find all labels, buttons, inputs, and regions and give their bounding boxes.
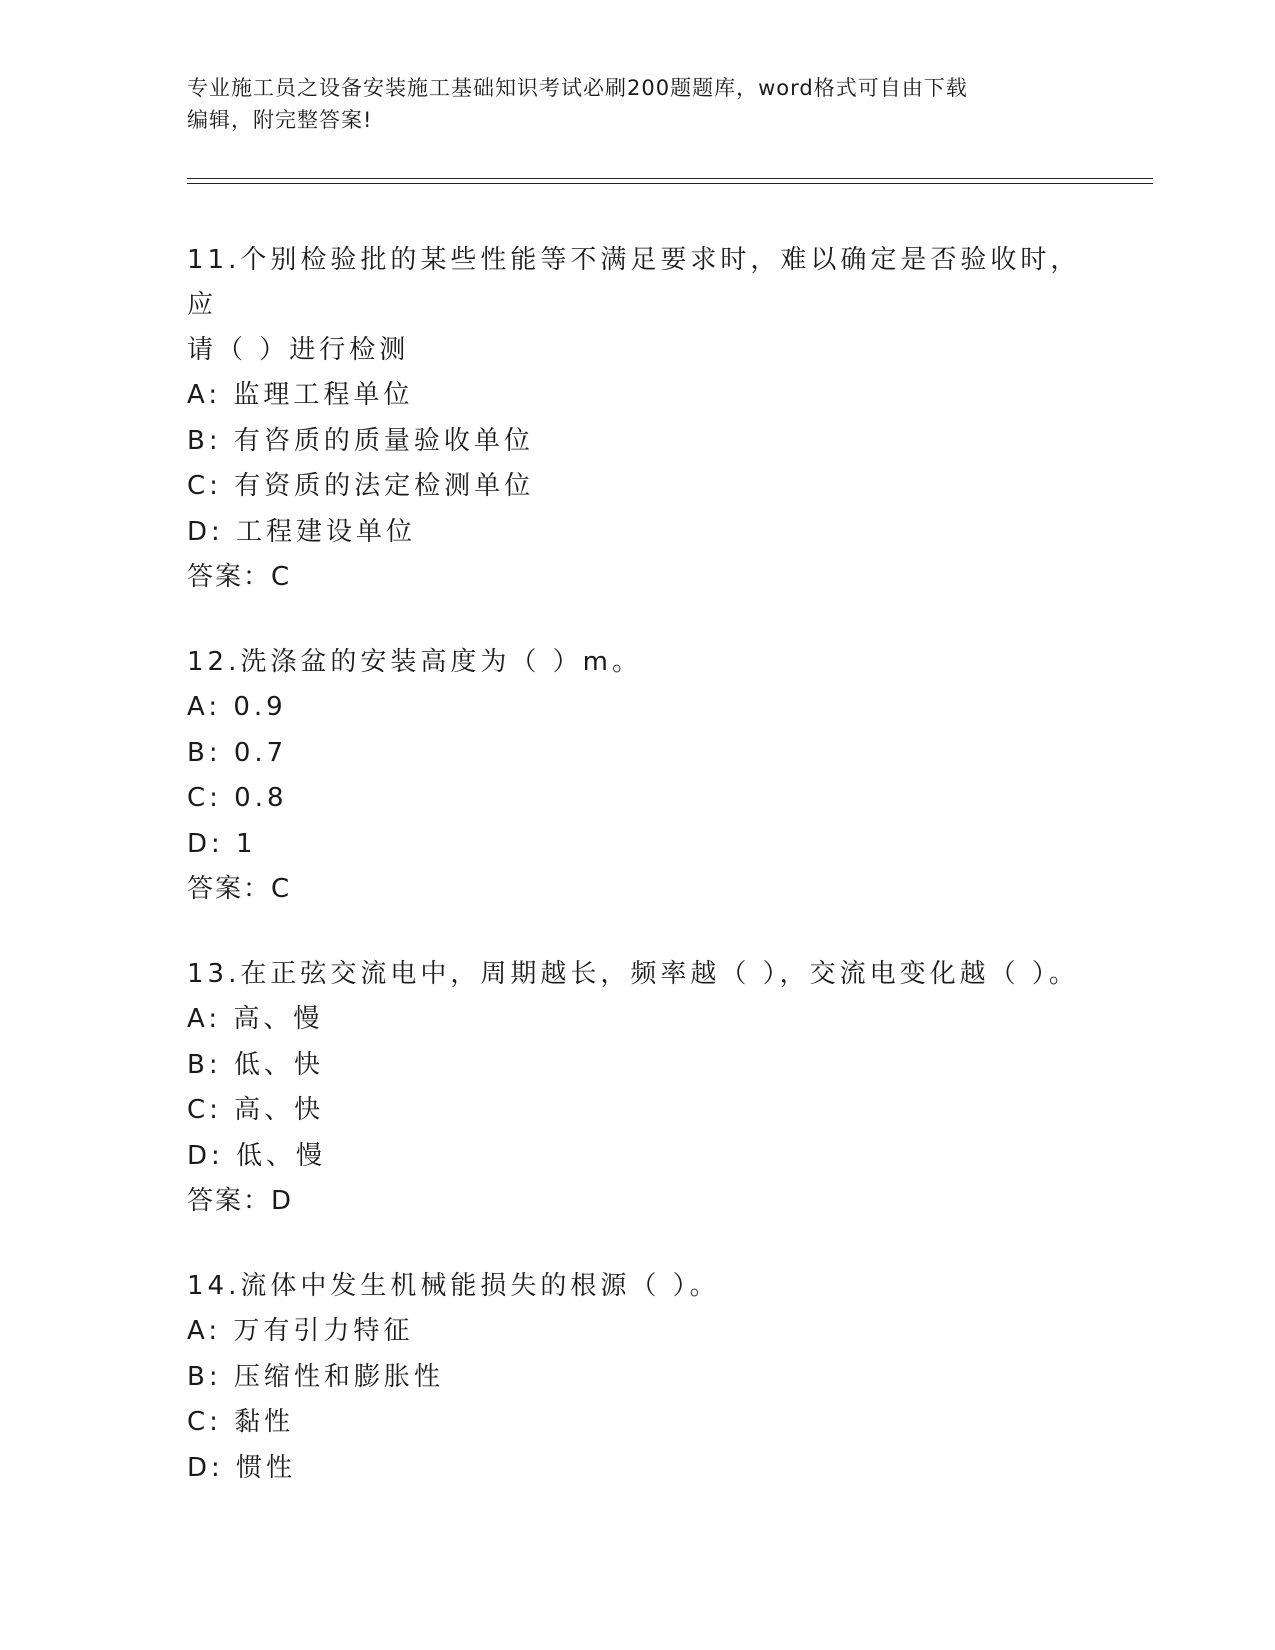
- question-text: 14.流体中发生机械能损失的根源（ ）。: [187, 1271, 720, 1301]
- question-12: [187, 640, 1087, 912]
- option-b: B: 0.7: [187, 737, 288, 768]
- question-text: 11.个别检验批的某些性能等不满足要求时，难以确定是否验收时，应: [187, 245, 1081, 320]
- header-line-1: 专业施工员之设备安装施工基础知识考试必刷200题题库，word格式可自由下载: [187, 76, 968, 100]
- option-d: D: 1: [187, 828, 257, 859]
- answer: 答案：D: [187, 1186, 294, 1216]
- question-text: 13.在正弦交流电中，周期越长，频率越（ ），交流电变化越（ ）。: [187, 959, 1079, 989]
- option-c: C: 0.8: [187, 783, 288, 813]
- option-d: D: 惯性: [187, 1452, 297, 1483]
- option-c: C: 高、快: [187, 1095, 325, 1125]
- question-text: 12.洗涤盆的安装高度为（ ）m。: [187, 647, 642, 677]
- option-b: B: 低、快: [187, 1049, 324, 1080]
- option-d: D: 低、慢: [187, 1140, 327, 1171]
- option-a: A: 监理工程单位: [187, 380, 414, 410]
- option-a: A: 0.9: [187, 692, 287, 722]
- option-d: D: 工程建设单位: [187, 516, 417, 547]
- question-11: [187, 238, 1087, 600]
- option-c: C: 黏性: [187, 1407, 295, 1437]
- header-divider-top: [187, 178, 1153, 179]
- document-header: [187, 72, 1087, 136]
- option-a: A: 万有引力特征: [187, 1316, 414, 1346]
- option-b: B: 有咨质的质量验收单位: [187, 425, 534, 456]
- question-list: [187, 238, 1087, 1531]
- answer: 答案：C: [187, 874, 292, 904]
- question-13: [187, 952, 1087, 1224]
- question-text-continued: 请（ ）进行检测: [187, 335, 410, 365]
- option-b: B: 压缩性和膨胀性: [187, 1361, 444, 1392]
- header-line-2: 编辑，附完整答案!: [187, 108, 373, 132]
- header-divider-bottom: [187, 183, 1153, 184]
- option-a: A: 高、慢: [187, 1004, 324, 1034]
- option-c: C: 有资质的法定检测单位: [187, 471, 535, 501]
- answer: 答案：C: [187, 562, 292, 592]
- question-14: [187, 1264, 1087, 1491]
